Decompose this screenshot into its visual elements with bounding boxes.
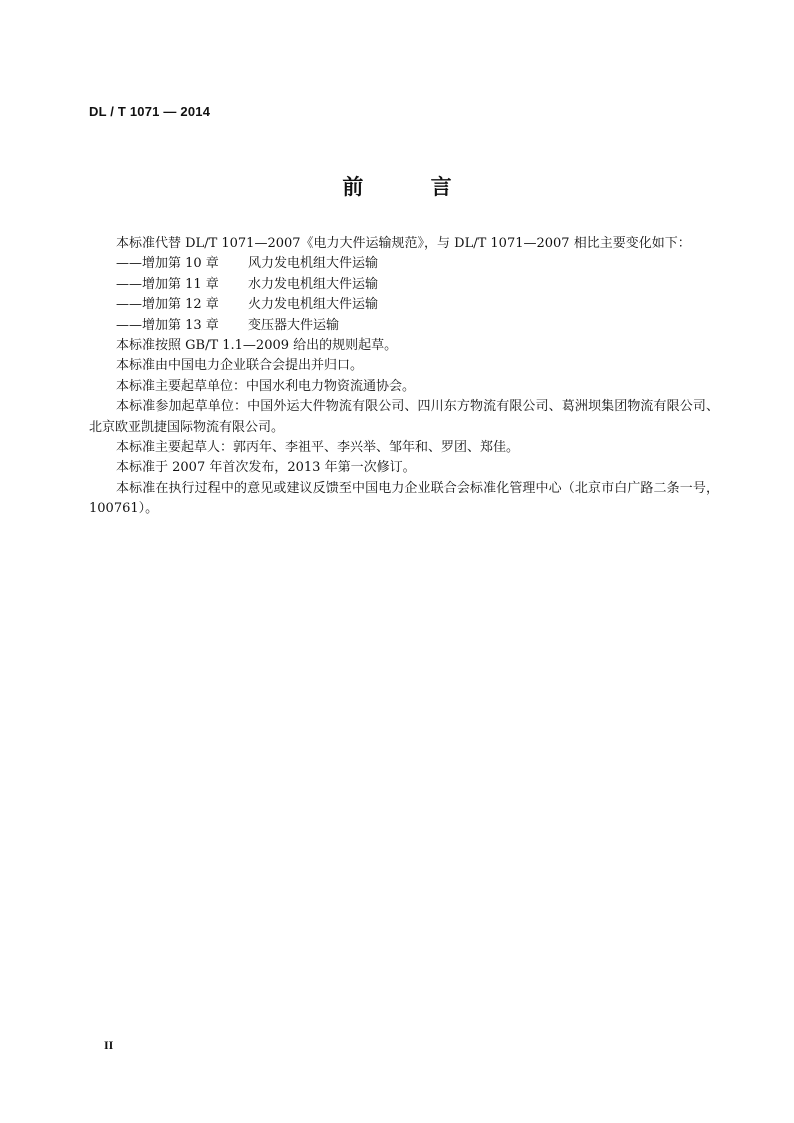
- change-topic: 水力发电机组大件运输: [248, 276, 379, 292]
- change-topic: 变压器大件运输: [248, 317, 340, 333]
- change-chapter: ——增加第 10 章: [116, 256, 219, 272]
- change-topic: 火力发电机组大件运输: [248, 297, 379, 313]
- participating-units-paragraph: 本标准参加起草单位：中国外运大件物流有限公司、四川东方物流有限公司、葛洲坝集团物流有限公司、北京欧亚凯捷国际物流有限公司。: [89, 399, 719, 435]
- drafting-rules-paragraph: 本标准按照 GB/T 1.1—2009 给出的规则起草。: [116, 338, 398, 354]
- feedback-paragraph: 本标准在执行过程中的意见或建议反馈至中国电力企业联合会标准化管理中心（北京市白广路二条一号，100761）。: [89, 480, 719, 517]
- change-item: [89, 295, 719, 315]
- change-chapter: ——增加第 13 章: [116, 317, 219, 333]
- main-drafting-unit-paragraph: 本标准主要起草单位：中国水利电力物资流通协会。: [116, 378, 416, 394]
- drafters-paragraph: 本标准主要起草人：郭丙年、李祖平、李兴举、邹年和、罗团、郑佳。: [116, 440, 520, 456]
- change-item: [89, 316, 719, 336]
- change-chapter: ——增加第 11 章: [116, 276, 219, 292]
- change-chapter: ——增加第 12 章: [116, 297, 219, 313]
- intro-paragraph: 本标准代替 DL/T 1071—2007《电力大件运输规范》，与 DL/T 1071—2007 相比主要变化如下：: [116, 236, 691, 251]
- change-item: [89, 254, 719, 274]
- page-title: 前 言: [342, 175, 482, 199]
- change-topic: 风力发电机组大件运输: [248, 256, 379, 272]
- change-item: [89, 275, 719, 295]
- page-number: II: [104, 1038, 114, 1052]
- foreword-body: [89, 234, 719, 520]
- history-paragraph: 本标准于 2007 年首次发布，2013 年第一次修订。: [116, 460, 416, 476]
- proposer-paragraph: 本标准由中国电力企业联合会提出并归口。: [116, 358, 364, 374]
- standard-code: DL / T 1071 — 2014: [89, 104, 211, 119]
